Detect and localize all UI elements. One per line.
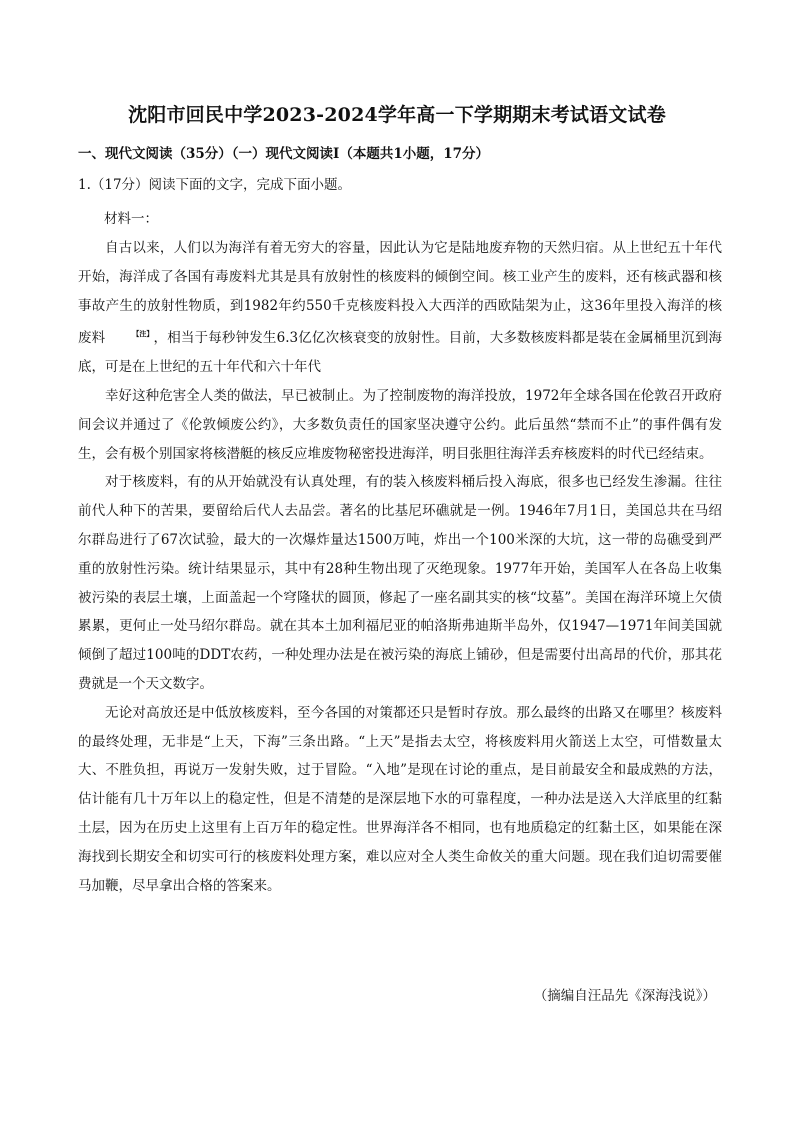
question-instruction: 1.（17分）阅读下面的文字，完成下面小题。 <box>78 177 352 193</box>
paragraph-1-text-after-note: ，相当于每秒钟发生6.3亿亿次核衰变的放射性。目前，大多数核废料都是装在金属桶里沉到海底，可是在上世纪的五十年代和六十年代 <box>78 330 723 376</box>
source-citation: （摘编自汪品先《深海浅说》） <box>533 988 716 1004</box>
passage-paragraph-2: 幸好这种危害全人类的做法，早已被制止。为了控制废物的海洋投放，1972年全球各国在伦敦召开政府间会议并通过了《伦敦倾废公约》，大多数负责任的国家坚决遵守公约。此后虽然“禁而不止”的事件偶有发生，会有极个别国家将核潜艇的核反应堆废物秘密投进海洋，明目张胆往海洋丢弃核废料的时代已经结束。 <box>78 387 722 462</box>
annotation-mark: 【注】 <box>132 329 154 339</box>
exam-title: 沈阳市回民中学2023-2024学年高一下学期期末考试语文试卷 <box>128 104 666 126</box>
passage-paragraph-1 <box>78 234 722 382</box>
reading-passage <box>78 234 722 900</box>
material-label: 材料一： <box>104 211 158 227</box>
passage-paragraph-4: 无论对高放还是中低放核废料，至今各国的对策都还只是暂时存放。那么最终的出路又在哪里？核废料的最终处理，无非是“上天，下海”三条出路。“上天”是指去太空，将核废料用火箭送上太空，可惜数量太大、不胜负担，再说万一发射失败，过于冒险。“入地”是现在讨论的重点，是目前最安全和最成熟的方法，估计能有几十万年以上的稳定性，但是不清楚的是深层地下水的可靠程度，一种办法是送入大洋底里的红黏土层，因为在历史上这里有上百万年的稳定性。世界海洋各不相同，也有地质稳定的红黏土区，如果能在深海找到长期安全和切实可行的核废料处理方案，难以应对全人类生命攸关的重大问题。现在我们迫切需要催马加鞭，尽早拿出合格的答案来。 <box>78 704 722 894</box>
section-heading: 一、现代文阅读（35分）（一）现代文阅读Ⅰ（本题共1小题，17分） <box>78 146 490 162</box>
passage-paragraph-3: 对于核废料，有的从开始就没有认真处理，有的装入核废料桶后投入海底，很多也已经发生渗漏。往往前代人种下的苦果，要留给后代人去品尝。著名的比基尼环礁就是一例。1946年7月1日，美国总共在马绍尔群岛进行了67次试验，最大的一次爆炸量达1500万吨，炸出一个100米深的大坑，这一带的岛礁受到严重的放射性污染。统计结果显示，其中有28种生物出现了灭绝现象。1977年开始，美国军人在各岛上收集被污染的表层土壤，上面盖起一个穹隆状的圆顶，修起了一座名副其实的核“坟墓”。美国在海洋环境上欠债累累，更何止一处马绍尔群岛。就在其本土加利福尼亚的帕洛斯弗迪斯半岛外，仅1947—1971年间美国就倾倒了超过100吨的DDT农药，一种处理办法是在被污染的海底上铺砂，但是需要付出高昂的代价，那其花费就是一个天文数字。 <box>78 474 722 692</box>
paragraph-1-text-before-note: 自古以来，人们以为海洋有着无穷大的容量，因此认为它是陆地废弃物的天然归宿。从上世纪五十年代开始，海洋成了各国有毒废料尤其是具有放射性的核废料的倾倒空间。核工业产生的废料，还有核武器和核事故产生的放射性物质，到1982年约550千克核废料投入大西洋的西欧陆架为止，这36年里投入海洋的核废料 <box>78 240 722 347</box>
